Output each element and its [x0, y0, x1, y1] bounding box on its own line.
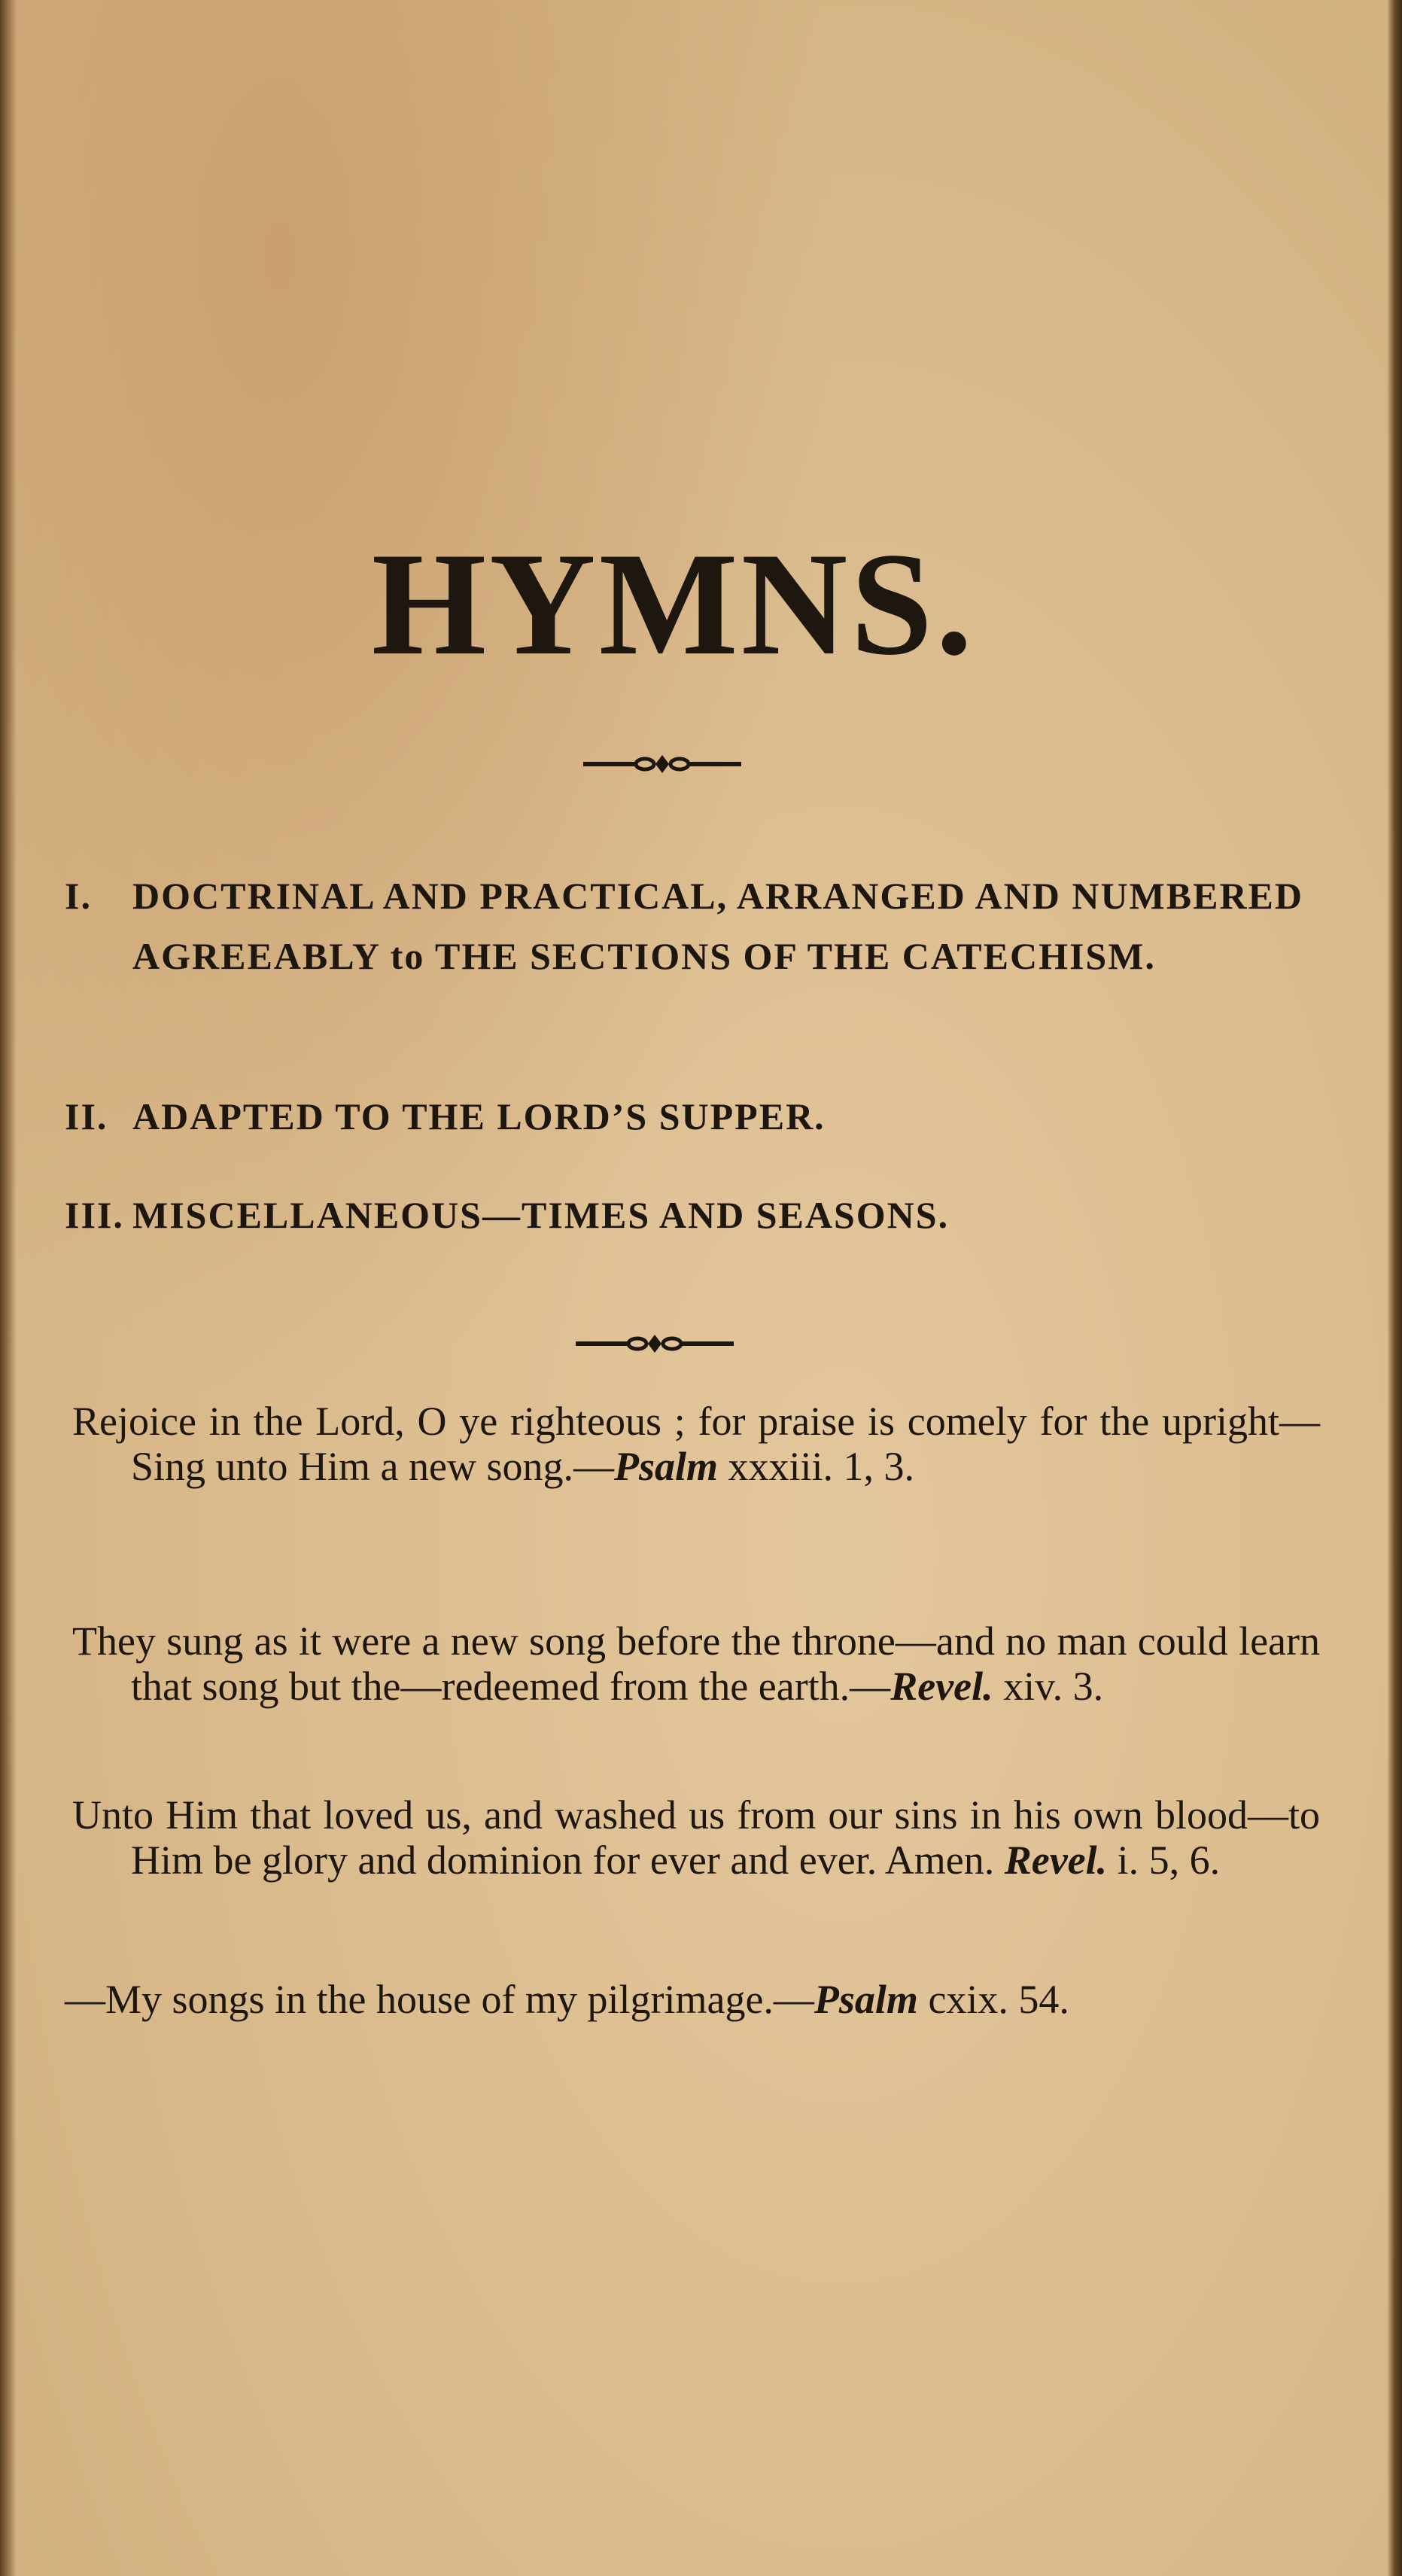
section-text: DOCTRINAL AND PRACTICAL, ARRANGED AND NUMBERED AGREEABLY to THE SECTIONS OF THE CATECHISM.	[132, 875, 1304, 977]
quote-source: Revel.	[890, 1664, 993, 1709]
section-numeral: III.	[65, 1194, 124, 1236]
section-item	[65, 1185, 1337, 1245]
quote-text: —My songs in the house of my pilgrimage.—	[65, 1977, 814, 2022]
section-numeral: I.	[65, 875, 92, 917]
quote-source: Psalm	[814, 1977, 918, 2022]
quote-ref: cxix. 54.	[917, 1977, 1069, 2022]
quote-ref: xiv. 3.	[993, 1664, 1104, 1709]
section-numeral: II.	[65, 1095, 108, 1137]
quote-source: Psalm	[614, 1444, 719, 1489]
quote-text: Unto Him that loved us, and washed us from our sins in his own blood—to Him be glory and dominion for ever and ever. Amen.	[72, 1792, 1320, 1883]
scripture-quote	[72, 1792, 1320, 1883]
page-edge-left	[0, 0, 17, 2576]
section-item	[65, 866, 1337, 986]
quote-ref: xxxiii. 1, 3.	[718, 1444, 915, 1489]
page-edge-right	[1387, 0, 1402, 2576]
quote-text: Rejoice in the Lord, O ye righteous ; for praise is comely for the upright—Sing unto Him a new song.—	[72, 1399, 1320, 1489]
section-item	[65, 1086, 1337, 1146]
scripture-quote	[72, 1618, 1320, 1709]
section-text: ADAPTED TO THE LORD’S SUPPER.	[132, 1095, 826, 1137]
page-title: HYMNS.	[371, 522, 976, 686]
quote-text: They sung as it were a new song before the throne—and no man could learn that song but the—redeemed from the earth.—	[72, 1618, 1320, 1709]
scripture-quote	[72, 1399, 1320, 1489]
ornament-divider-icon	[576, 1332, 734, 1355]
scripture-quote	[65, 1977, 1254, 2022]
quote-ref: i. 5, 6.	[1107, 1838, 1221, 1883]
section-text: MISCELLANEOUS—TIMES AND SEASONS.	[132, 1194, 950, 1236]
quote-source: Revel.	[1004, 1838, 1108, 1883]
ornament-divider-icon	[583, 753, 741, 775]
